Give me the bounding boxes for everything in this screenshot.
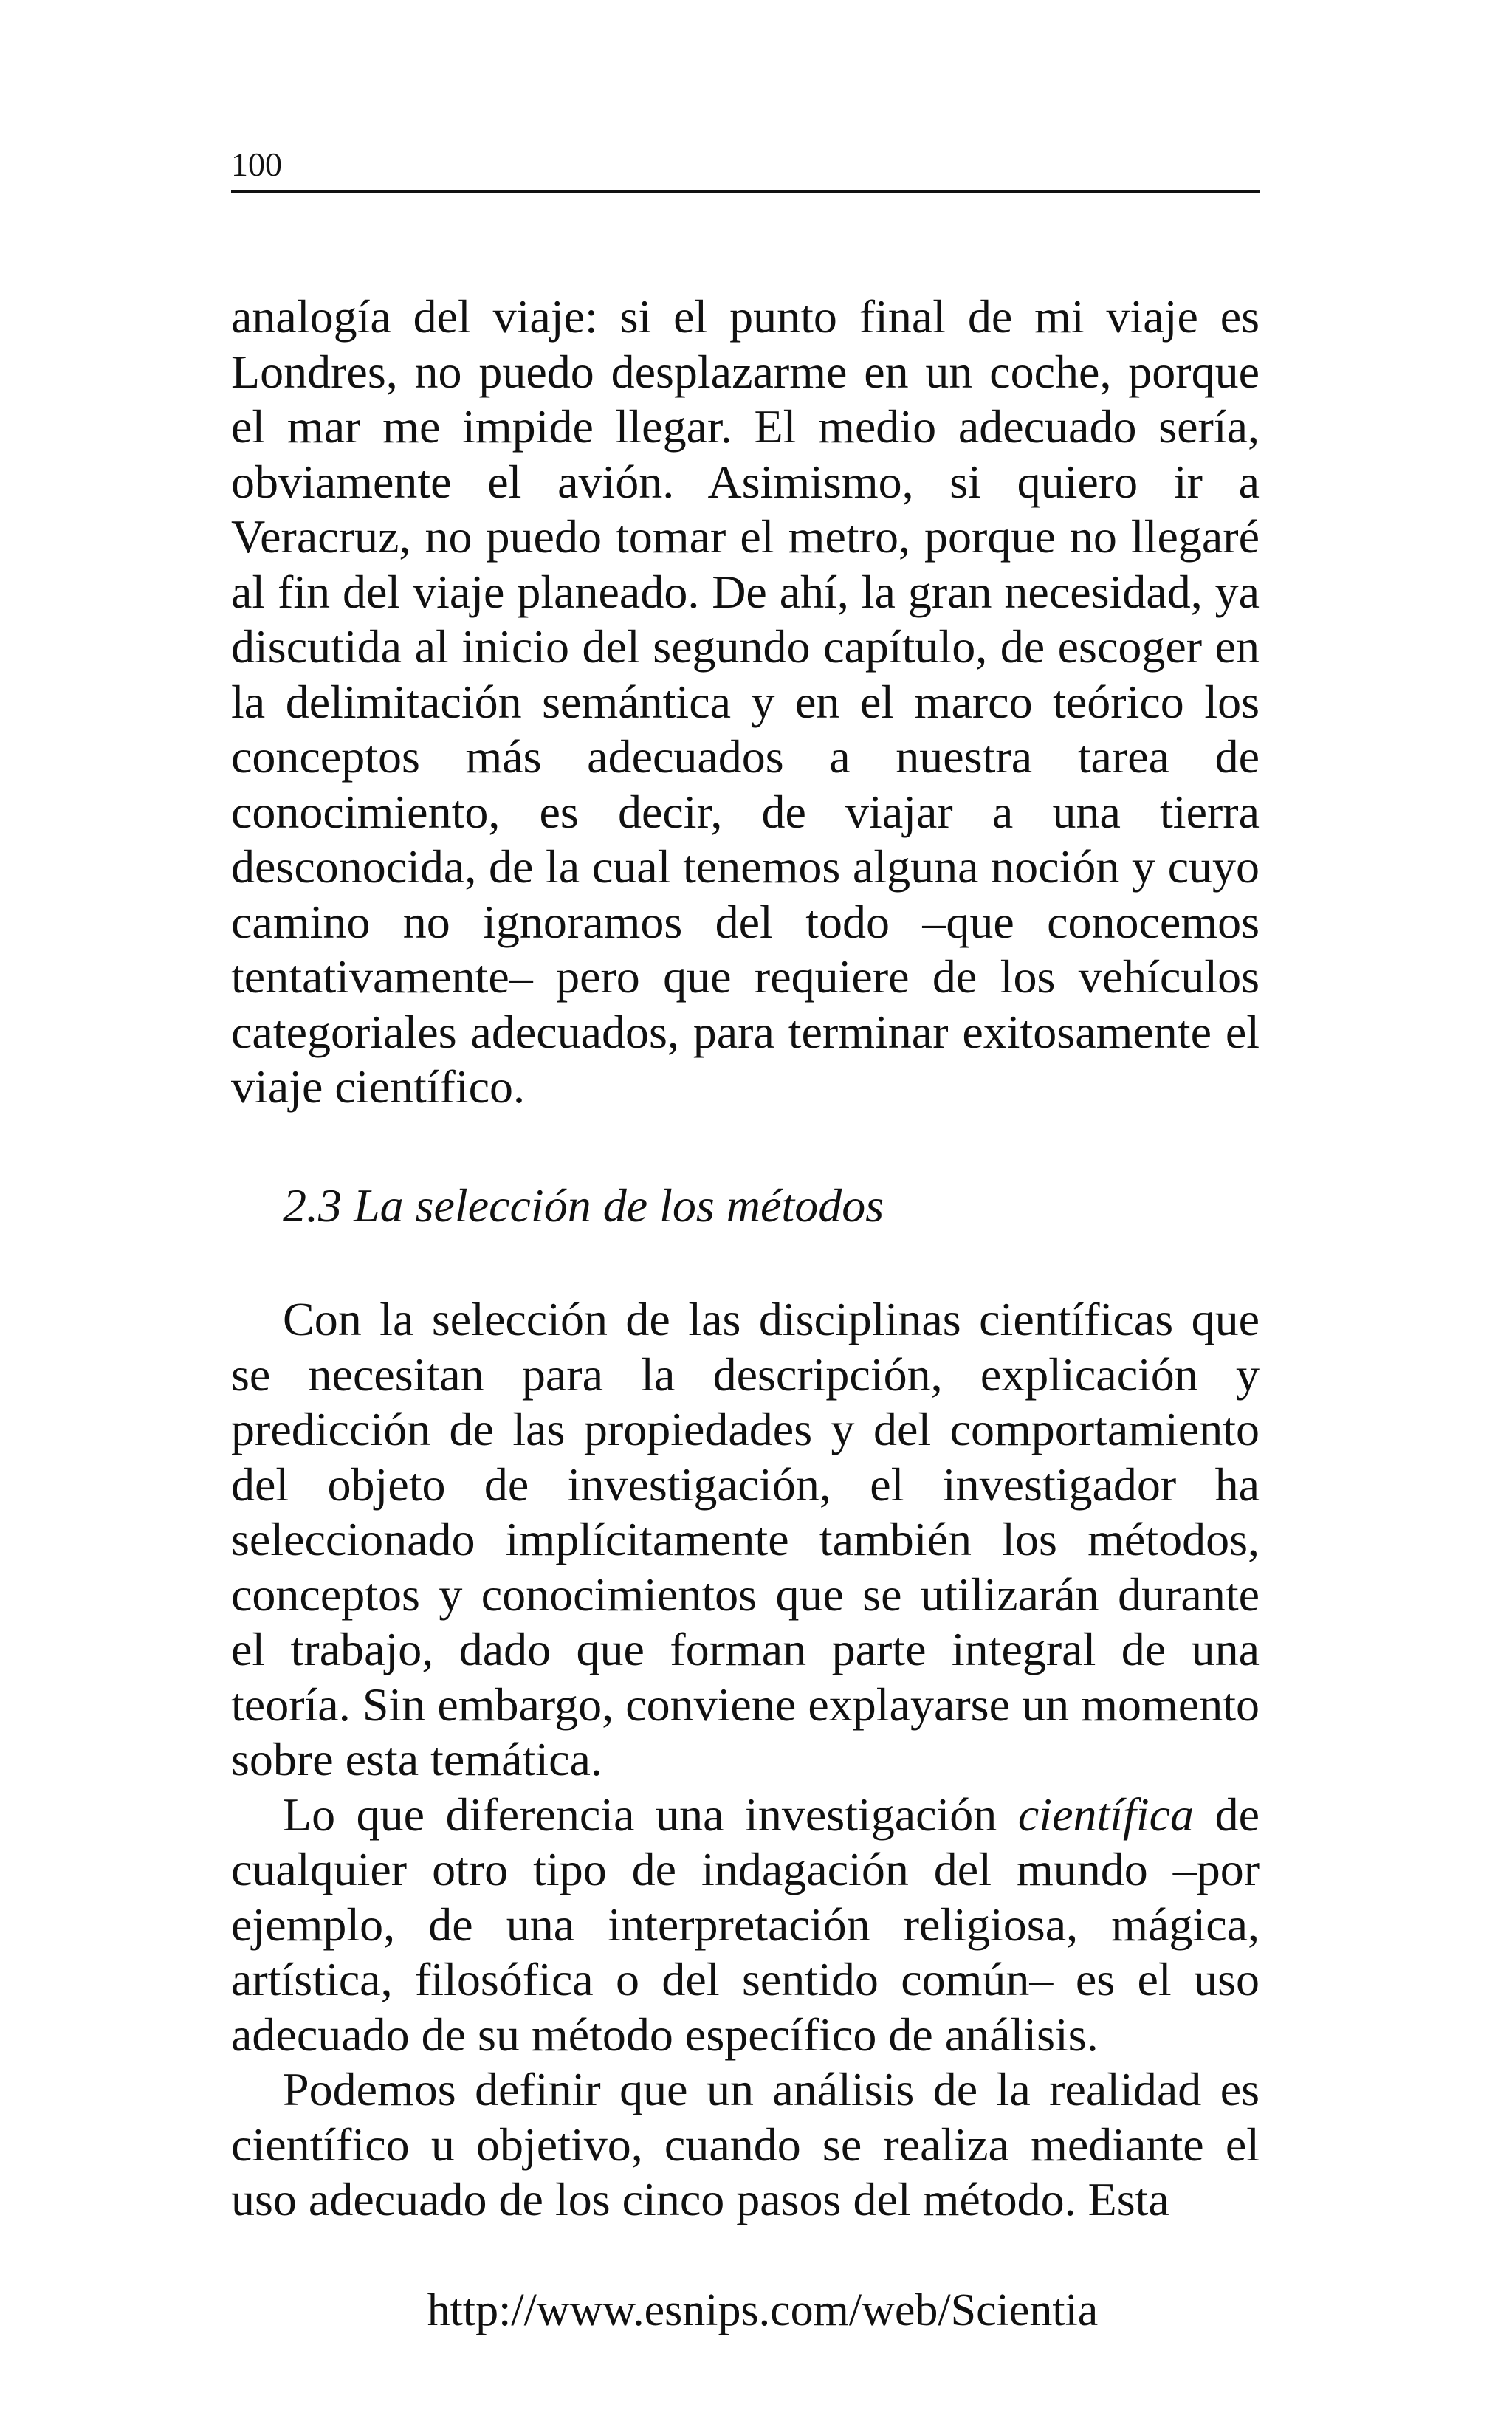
- paragraph-4: Podemos definir que un análisis de la realidad es científico u objetivo, cuando se realiza mediante el uso adecuado de los cinco pasos del método. Esta: [231, 2063, 1260, 2225]
- paragraph-3-after: de cualquier otro tipo de indagación del mundo –por ejemplo, de una interpretación religiosa, mágica, artística, filosófica o del sentido común– es el uso adecuado de su método específico de análisis.: [231, 1788, 1260, 2061]
- paragraph-3-before: Lo que diferencia una investigación: [283, 1788, 1018, 1841]
- paragraph-3-emphasis: científica: [1017, 1788, 1195, 1841]
- opening-paragraph-text: analogía del viaje: si el punto final de mi viaje es Londres, no puedo desplazarme en un coche, porque el mar me impide llegar. El medio adecuado sería, obviamente el avión. Asimismo, si quiero ir a Veracruz, no puedo tomar el metro, porque no llegaré al fin del viaje planeado. De ahí, la gran necesidad, ya discutida al inicio del segundo capítulo, de escoger en la delimitación semántica y en el marco teórico los conceptos más adecuados a nuestra tarea de conocimiento, es decir, de viajar a una tierra desconocida, de la cual tenemos alguna noción y cuyo camino no ignoramos del todo –que conocemos tentativamente– pero que requiere de los vehículos categoriales adecuados, para terminar exitosamente el viaje científico.: [231, 290, 1260, 1113]
- footer-url: http://www.esnips.com/web/Scientia: [427, 2285, 1099, 2335]
- opening-paragraph: [231, 289, 1260, 1115]
- paragraph-3: [231, 1788, 1260, 2063]
- section-heading: 2.3 La selección de los métodos: [283, 1179, 884, 1232]
- paragraph-2: Con la selección de las disciplinas científicas que se necesitan para la descripción, explicación y predicción de las propiedades y del comportamiento del objeto de investigación, el investigador ha seleccionado implícitamente también los métodos, conceptos y conocimientos que se utilizarán durante el trabajo, dado que forman parte integral de una teoría. Sin embargo, conviene explayarse un momento sobre esta temática.: [231, 1293, 1260, 1785]
- page-number: 100: [231, 145, 282, 183]
- section-body: [231, 1292, 1260, 2228]
- header-rule: [231, 190, 1260, 193]
